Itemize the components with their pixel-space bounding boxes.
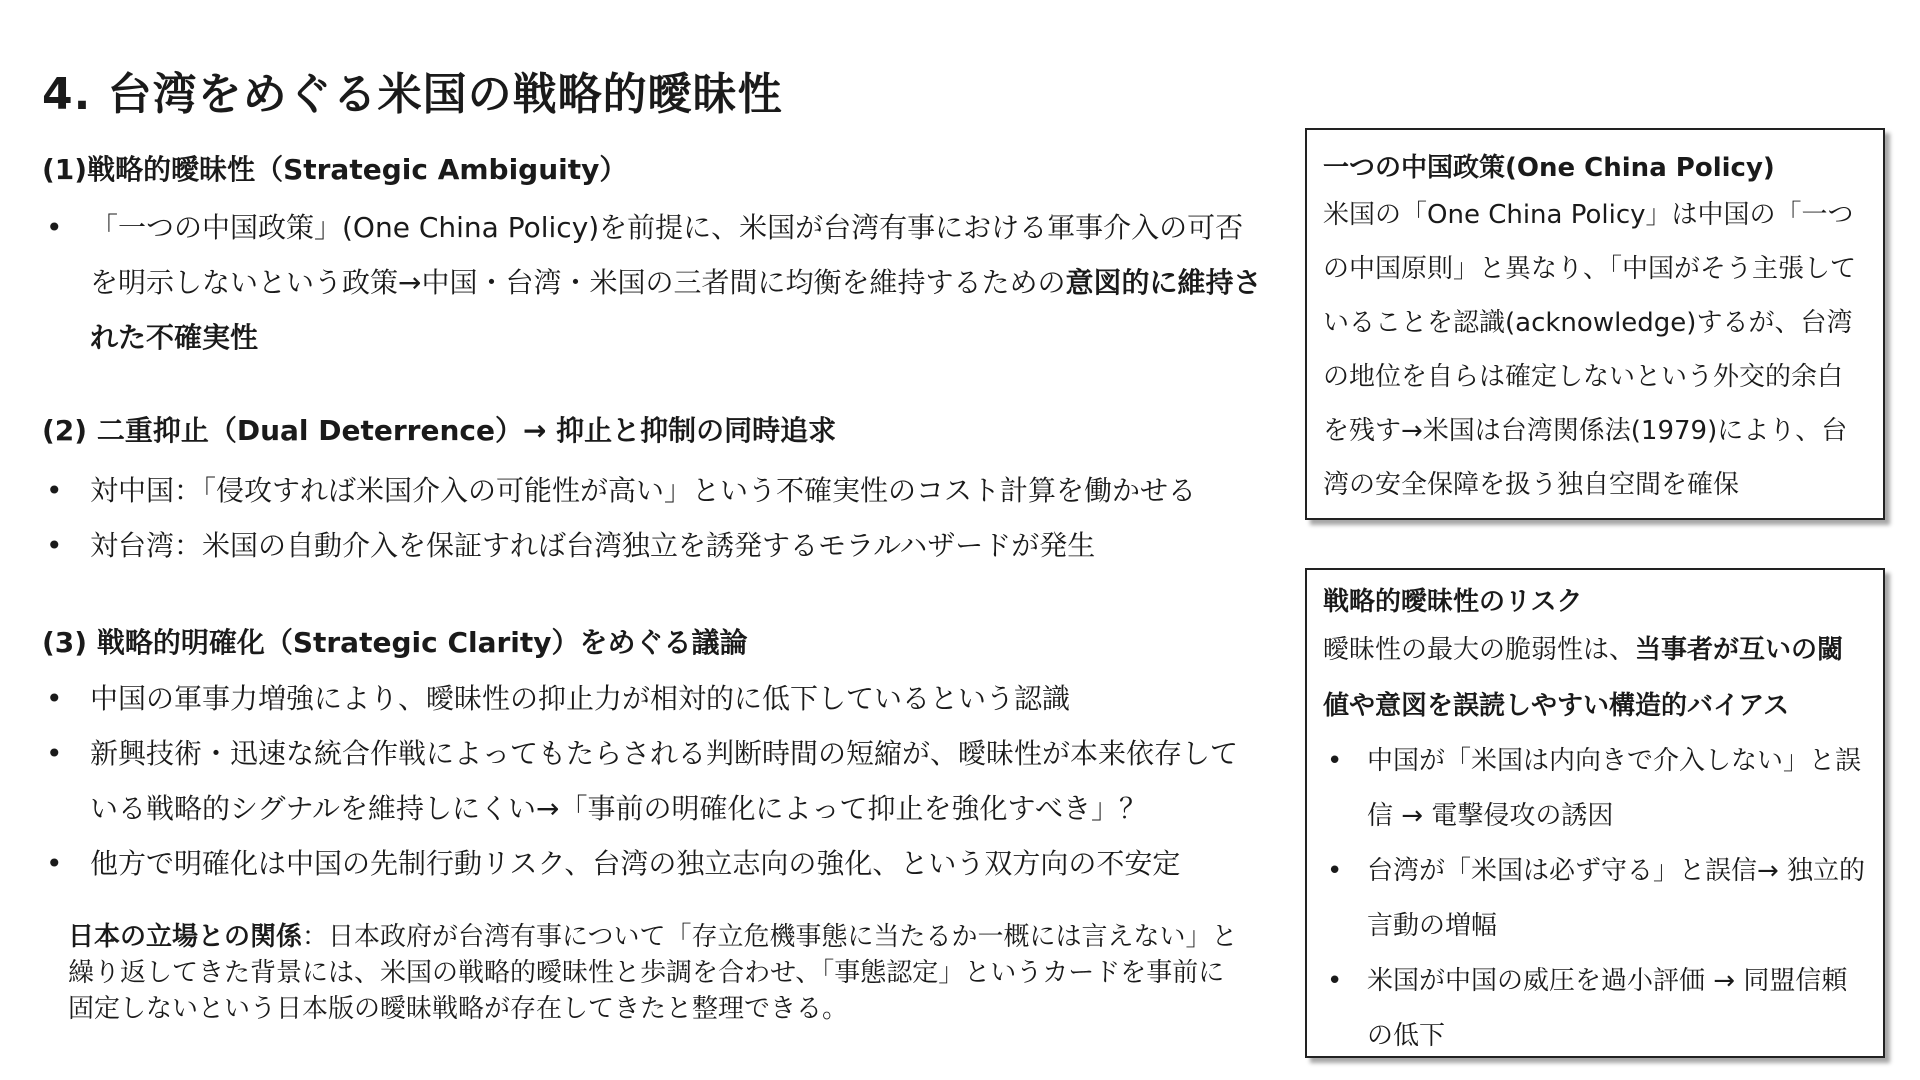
risk-bullet-list	[1323, 734, 1867, 1064]
section-heading: (1)戦略的曖昧性（Strategic Ambiguity）	[42, 153, 628, 186]
japan-position-note	[68, 919, 1248, 1027]
box-intro-emphasis: 当事者が互いの閾値や意図を誤読しやすい構造的バイアス	[1323, 635, 1844, 721]
box-intro: 曖昧性の最大の脆弱性は、	[1323, 635, 1636, 665]
box-title: 戦略的曖昧性のリスク	[1323, 587, 1583, 617]
bullet-list	[42, 200, 1262, 365]
bullet-list	[42, 463, 1262, 573]
section-strategic-ambiguity	[42, 150, 1262, 365]
main-content	[42, 150, 1262, 1027]
list-item: • 中国が「米国は内向きで介入しない」と誤信 → 電撃侵攻の誘因	[1323, 734, 1867, 844]
bullet-emphasis: 意図的に維持された不確実性	[90, 266, 1262, 354]
section-dual-deterrence	[42, 411, 1262, 573]
section-heading: (2) 二重抑止（Dual Deterrence）→ 抑止と抑制の同時追求	[42, 414, 837, 447]
list-item: • 中国の軍事力増強により、曖昧性の抑止力が相対的に低下しているという認識	[42, 671, 1262, 726]
note-label: 日本の立場との関係	[68, 922, 303, 952]
box-title: 一つの中国政策(One China Policy)	[1323, 153, 1775, 183]
section-heading: (3) 戦略的明確化（Strategic Clarity）をめぐる議論	[42, 626, 748, 659]
list-item: • 新興技術・迅速な統合作戦によってもたらされる判断時間の短縮が、曖昧性が本来依存している戦略的シグナルを維持しにくい→「事前の明確化によって抑止を強化すべき」？	[42, 726, 1262, 836]
one-china-policy-box	[1305, 128, 1885, 520]
list-item: • 米国が中国の威圧を過小評価 → 同盟信頼の低下	[1323, 954, 1867, 1064]
section-strategic-clarity	[42, 623, 1262, 891]
box-body: 米国の「One China Policy」は中国の「一つの中国原則」と異なり、「中国がそう主張していることを認識(acknowledge)するが、台湾の地位を自らは確定しないという外交的余白を残す→米国は台湾関係法(1979)により、台湾の安全保障を扱う独自空間を確保	[1323, 200, 1857, 500]
list-item	[42, 200, 1262, 365]
bullet-text: 「一つの中国政策」(One China Policy)を前提に、米国が台湾有事における軍事介入の可否を明示しないという政策→中国・台湾・米国の三者間に均衡を維持するための	[90, 211, 1244, 299]
list-item: • 対中国：「侵攻すれば米国介入の可能性が高い」という不確実性のコスト計算を働かせる	[42, 463, 1262, 518]
list-item: • 他方で明確化は中国の先制行動リスク、台湾の独立志向の強化、という双方向の不安定	[42, 836, 1262, 891]
list-item: • 対台湾：米国の自動介入を保証すれば台湾独立を誘発するモラルハザードが発生	[42, 518, 1262, 573]
note-text: ：日本政府が台湾有事について「存立危機事態に当たるか一概には言えない」と繰り返してきた背景には、米国の戦略的曖昧性と歩調を合わせ、「事態認定」というカードを事前に固定しないという日本版の曖昧戦略が存在してきたと整理できる。	[68, 922, 1238, 1024]
bullet-list	[42, 671, 1262, 891]
page-title: 4. 台湾をめぐる米国の戦略的曖昧性	[42, 69, 783, 120]
list-item: • 台湾が「米国は必ず守る」と誤信→ 独立的言動の増幅	[1323, 844, 1867, 954]
ambiguity-risk-box	[1305, 568, 1885, 1058]
box-body	[1323, 622, 1867, 734]
